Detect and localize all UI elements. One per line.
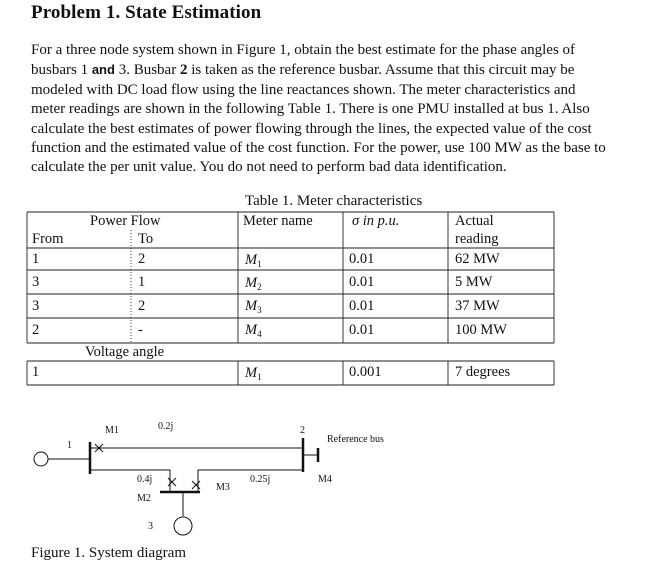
cell-meter: $M_2$ bbox=[245, 275, 262, 292]
cell-reading: 5 MW bbox=[455, 274, 493, 290]
cell-sigma: 0.01 bbox=[349, 322, 375, 338]
cell-to: - bbox=[138, 322, 143, 338]
statement-line-7: calculate the per unit value. You do not need to perform bad data identification. bbox=[31, 159, 507, 176]
header-sigma: σ in p.u. bbox=[352, 213, 400, 229]
cell-reading: 37 MW bbox=[455, 298, 500, 314]
cell-meter: $M_1$ bbox=[245, 252, 262, 269]
table-caption: Table 1. Meter characteristics bbox=[245, 193, 423, 209]
label-reference-bus: Reference bus bbox=[327, 434, 384, 445]
bus3-load-icon bbox=[174, 517, 192, 535]
bus1-generator-icon bbox=[34, 452, 48, 466]
label-bus2: 2 bbox=[300, 425, 305, 436]
cell-to: 2 bbox=[138, 298, 146, 314]
header-from: From bbox=[32, 231, 64, 247]
cell-sigma: 0.01 bbox=[349, 251, 375, 267]
cell-sigma: 0.001 bbox=[349, 364, 382, 380]
problem-title: Problem 1. State Estimation bbox=[31, 2, 262, 23]
cell-reading: 7 degrees bbox=[455, 364, 511, 380]
cell-from: 1 bbox=[32, 364, 40, 380]
cell-sigma: 0.01 bbox=[349, 274, 375, 290]
statement-line-4: meter readings are shown in the following Table 1. There is one PMU installed at bus 1. Also bbox=[31, 101, 590, 118]
label-m2: M2 bbox=[137, 493, 151, 504]
figure-caption: Figure 1. System diagram bbox=[31, 545, 186, 561]
voltage-angle-label: Voltage angle bbox=[85, 344, 165, 360]
statement-line-6: function and the estimated value of the cost function. For the power, use 100 MW as the base to bbox=[31, 140, 606, 157]
statement-line-3: modeled with DC load flow using the line reactances shown. The meter characteristics and bbox=[31, 81, 576, 98]
header-actual: Actual bbox=[455, 213, 494, 229]
header-reading: reading bbox=[455, 231, 499, 247]
cell-to: 1 bbox=[138, 274, 146, 290]
cell-from: 3 bbox=[32, 274, 40, 290]
statement-line-2: busbars 1 and 3. Busbar 2 is taken as the reference busbar. Assume that this circuit may be bbox=[31, 62, 575, 79]
label-m3: M3 bbox=[216, 482, 230, 493]
cell-reading: 100 MW bbox=[455, 322, 507, 338]
header-power-flow: Power Flow bbox=[90, 213, 161, 229]
statement-line-5: calculate the best estimates of power flowing through the lines, the expected value of the cost bbox=[31, 120, 592, 137]
label-bus1: 1 bbox=[67, 440, 72, 451]
cell-meter: $M_3$ bbox=[245, 298, 262, 315]
cell-from: 1 bbox=[32, 251, 40, 267]
statement-line-1: For a three node system shown in Figure 1, obtain the best estimate for the phase angles of bbox=[31, 42, 576, 58]
header-meter-name: Meter name bbox=[243, 213, 313, 229]
cell-sigma: 0.01 bbox=[349, 298, 375, 314]
label-m4: M4 bbox=[318, 474, 332, 485]
cell-meter: $M_4$ bbox=[245, 322, 262, 339]
label-m1: M1 bbox=[105, 425, 119, 436]
label-x12: 0.2j bbox=[158, 421, 174, 432]
label-x13: 0.4j bbox=[137, 474, 153, 485]
label-bus3: 3 bbox=[148, 521, 153, 532]
cell-to: 2 bbox=[138, 251, 146, 267]
header-to: To bbox=[138, 231, 154, 247]
cell-from: 3 bbox=[32, 298, 40, 314]
cell-meter: $M_1$ bbox=[245, 365, 262, 382]
cell-reading: 62 MW bbox=[455, 251, 500, 267]
label-x32: 0.25j bbox=[250, 474, 271, 485]
cell-from: 2 bbox=[32, 322, 40, 338]
